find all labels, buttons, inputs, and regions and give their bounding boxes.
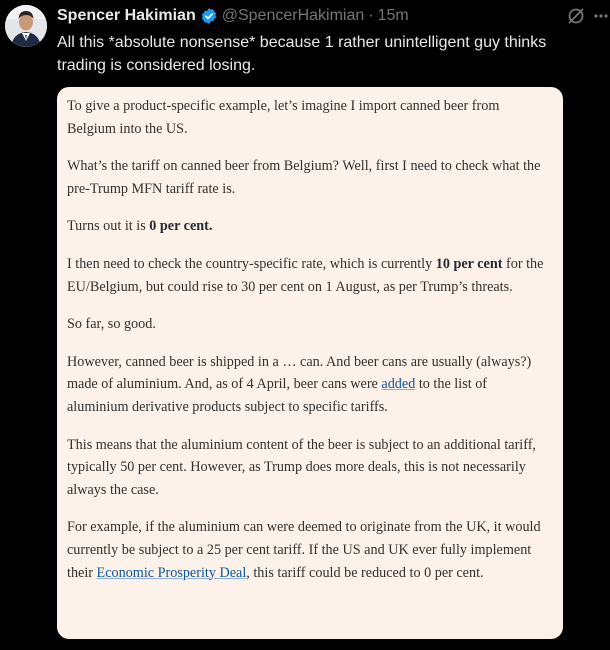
author-handle[interactable]: @SpencerHakimian [221, 7, 365, 24]
card-paragraph-6 [67, 351, 545, 419]
card-paragraph-8 [67, 516, 545, 584]
tweet-header [57, 6, 409, 26]
card-paragraph-4 [67, 253, 545, 298]
timestamp[interactable]: 15m [377, 7, 409, 24]
card-paragraph-5: So far, so good. [67, 316, 156, 333]
card-paragraph-3 [67, 215, 545, 238]
card-text: to the list of aluminium derivative products subject to specific tariffs. [67, 376, 488, 415]
added-link[interactable]: added [381, 376, 416, 393]
card-paragraph-2: What’s the tariff on canned beer from Belgium? Well, first I need to check what the pre-Trump MFN tariff rate is. [67, 158, 541, 197]
separator-dot: · [368, 7, 374, 24]
avatar[interactable] [5, 5, 47, 47]
author-name[interactable]: Spencer Hakimian [57, 7, 196, 24]
bold-text: 0 per cent. [149, 218, 213, 235]
card-text: Turns out it is [67, 218, 150, 235]
card-text: However, canned beer is shipped in a … can. And beer cans are usually (always?) made of aluminium. And, as of 4 April, beer cans were [67, 353, 532, 393]
economic-prosperity-deal-link[interactable]: Economic Prosperity Deal [96, 564, 247, 581]
verified-badge-icon [200, 7, 218, 25]
card-text: for the EU/Belgium, but could rise to 30 per cent on 1 August, as per Trump’s threats. [67, 255, 544, 295]
card-text: I then need to check the country-specific rate, which is currently [67, 255, 436, 272]
bold-text: 10 per cent [435, 255, 503, 272]
grok-icon[interactable] [566, 6, 586, 26]
more-options-icon[interactable] [592, 6, 610, 26]
card-paragraph-1: To give a product-specific example, let’s imagine I import canned beer from Belgium into the US. [67, 98, 500, 137]
tweet-text: All this *absolute nonsense* because 1 rather unintelligent guy thinks trading is considered losing. [57, 34, 547, 74]
card-paragraph-7: This means that the aluminium content of the beer is subject to an additional tariff, typically 50 per cent. However, as Trump does more deals, this is not necessarily always the case. [67, 436, 536, 498]
quoted-article-card[interactable] [57, 87, 563, 639]
card-text: , this tariff could be reduced to 0 per cent. [246, 564, 484, 581]
card-text: For example, if the aluminium can were deemed to originate from the UK, it would currently be subject to a 25 per cent tariff. If the US and UK ever fully implement their [67, 519, 541, 581]
